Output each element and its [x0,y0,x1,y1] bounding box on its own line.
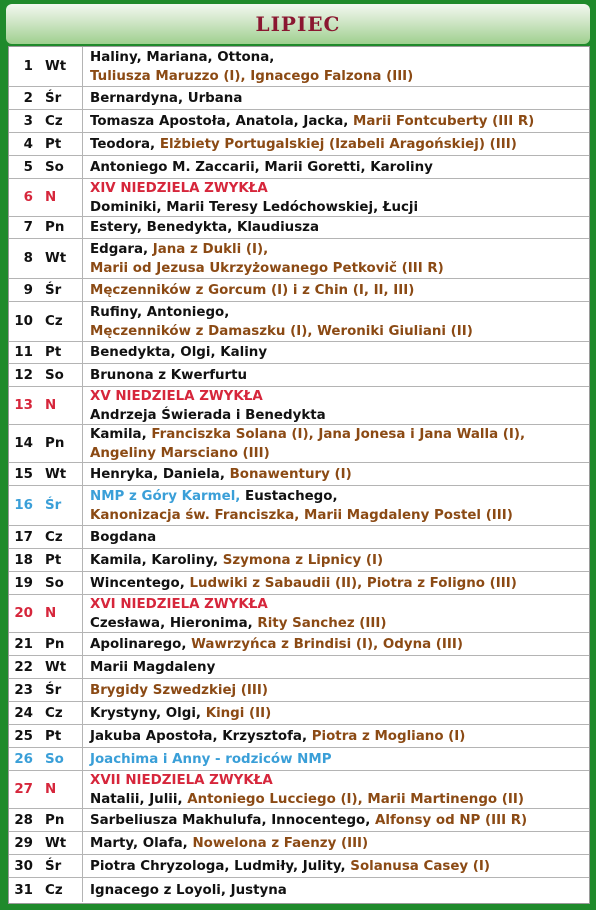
feast-label: Joachima i Anny - rodziców NMP [90,751,332,767]
name-days [83,133,589,155]
calendar-row [9,748,589,771]
name-line [90,179,589,198]
name-line [90,506,589,525]
day-of-week: Pt [37,725,83,747]
names: Czesława, Hieronima, [90,615,258,631]
name-days [83,771,589,808]
name-line [90,681,589,700]
names: Kamila, Karoliny, [90,552,223,568]
saint-names: Kanonizacja św. Franciszka, Marii Magdaleny Postel (III) [90,507,513,523]
calendar-row [9,47,589,87]
day-of-week: Śr [37,87,83,109]
name-days [83,702,589,724]
day-of-week: So [37,364,83,386]
name-days [83,302,589,341]
name-days [83,239,589,278]
day-of-week: Cz [37,110,83,132]
name-days [83,633,589,655]
calendar-row [9,239,589,279]
calendar-row [9,878,589,902]
calendar-table [8,46,590,904]
calendar-row [9,702,589,725]
day-number: 27 [14,782,33,797]
name-days [83,595,589,632]
sunday-label: XIV NIEDZIELA ZWYKŁA [90,180,268,196]
calendar-row [9,633,589,656]
names: Jakuba Apostoła, Krzysztofa, [90,728,312,744]
day-number: 12 [14,367,33,383]
day-of-week: Cz [37,878,83,902]
day-number: 18 [14,552,33,568]
day-number: 26 [14,751,33,767]
name-line [90,771,589,790]
saint-names: Franciszka Solana (I), Jana Jonesa i Jana Walla (I), [151,426,526,442]
names: Bogdana [90,529,157,545]
calendar-row [9,342,589,364]
day-of-week: Pt [37,133,83,155]
calendar-row [9,364,589,387]
day-number: 5 [23,159,33,175]
saint-names: Tuliusza Maruzzo (I), Ignacego Falzona (III) [90,68,414,84]
names: Wincentego, [90,575,190,591]
name-days [83,217,589,238]
name-line [90,551,589,570]
day-number: 23 [14,682,33,698]
calendar-row [9,595,589,633]
name-days [83,47,589,86]
name-line [90,444,589,463]
name-line [90,595,589,614]
day-of-week: N [37,387,83,424]
day-of-week: Wt [37,47,83,86]
day-of-week: N [37,595,83,632]
names: Henryka, Daniela, [90,466,230,482]
names: Piotra Chryzologa, Ludmiły, Julity, [90,858,351,874]
name-days [83,110,589,132]
sunday-label: XVII NIEDZIELA ZWYKŁA [90,772,273,788]
name-days [83,526,589,548]
name-line [90,704,589,723]
day-number: 17 [14,529,33,545]
name-days [83,725,589,747]
name-line [90,834,589,853]
saint-names: Alfonsy od NP (III R) [375,812,528,828]
day-number: 3 [23,113,33,129]
names: Marty, Olafa, [90,835,193,851]
name-days [83,855,589,877]
calendar-row [9,572,589,595]
day-of-week: Cz [37,526,83,548]
day-of-week: So [37,572,83,594]
saint-names: Solanusa Casey (I) [350,858,491,874]
name-line [90,158,589,177]
day-number: 10 [14,314,33,329]
name-line [90,465,589,484]
name-line [90,574,589,593]
names: Tomasza Apostoła, Anatola, Jacka, [90,113,354,129]
name-days [83,364,589,386]
day-of-week: Pt [37,342,83,363]
names: Ignacego z Loyoli, Justyna [90,882,287,898]
saint-names: Marii od Jezusa Ukrzyżowanego Petkovič (III R) [90,260,444,276]
month-title: LIPIEC [255,12,341,36]
day-number: 11 [14,345,33,360]
names: Haliny, Mariana, Ottona, [90,49,275,65]
name-days [83,878,589,902]
names: Marii Magdaleny [90,659,216,675]
saint-names: Nowelona z Faenzy (III) [192,835,369,851]
calendar-row [9,526,589,549]
day-number: 6 [23,190,33,205]
names: Teodora, [90,136,160,152]
day-number: 20 [14,606,33,621]
day-of-week: Wt [37,463,83,485]
name-line [90,727,589,746]
name-line [90,303,589,322]
day-number: 1 [23,59,33,74]
saint-names: Ludwiki z Sabaudii (II), Piotra z Foligno (III) [189,575,517,591]
calendar-row [9,809,589,832]
name-line [90,658,589,677]
saint-names: Kingi (II) [205,705,272,721]
day-number: 15 [14,466,33,482]
name-line [90,811,589,830]
name-line [90,281,589,300]
saint-names: Angeliny Marsciano (III) [90,445,270,461]
day-of-week: Pn [37,425,83,462]
name-line [90,67,589,86]
day-of-week: Śr [37,486,83,525]
name-days [83,279,589,301]
day-number: 2 [23,90,33,106]
calendar-row [9,217,589,239]
name-line [90,614,589,633]
day-number: 31 [14,882,33,898]
name-days [83,87,589,109]
calendar-row [9,463,589,486]
name-line [90,218,589,237]
name-line [90,857,589,876]
day-of-week: Śr [37,679,83,701]
calendar-row [9,133,589,156]
day-of-week: Cz [37,702,83,724]
calendar-row [9,832,589,855]
name-line [90,528,589,547]
name-line [90,387,589,406]
names: Edgara, [90,241,153,257]
name-days [83,748,589,770]
name-line [90,198,589,217]
saint-names: Brygidy Szwedzkiej (III) [90,682,268,698]
names: Antoniego M. Zaccarii, Marii Goretti, Karoliny [90,159,433,175]
saint-names: Elżbiety Portugalskiej (Izabeli Aragońskiej) (III) [159,136,517,152]
names: Bernardyna, Urbana [90,90,243,106]
calendar-row [9,486,589,526]
name-days [83,463,589,485]
sunday-label: XVI NIEDZIELA ZWYKŁA [90,596,268,612]
name-line [90,366,589,385]
calendar-row [9,725,589,748]
name-line [90,48,589,67]
name-line [90,406,589,425]
name-days [83,387,589,424]
saint-names: Piotra z Mogliano (I) [311,728,466,744]
calendar-row [9,302,589,342]
name-days [83,656,589,678]
day-of-week: Pn [37,217,83,238]
calendar-row [9,179,589,217]
feast-label: NMP z Góry Karmel, [90,488,246,504]
name-days [83,179,589,216]
calendar-row [9,387,589,425]
name-line [90,259,589,278]
day-number: 9 [23,282,33,298]
calendar-row [9,156,589,179]
day-of-week: Wt [37,832,83,854]
saint-names: Antoniego Lucciego (I), Marii Martinengo (II) [187,791,524,807]
day-of-week: Śr [37,279,83,301]
calendar-row [9,425,589,463]
saint-names: Męczenników z Gorcum (I) i z Chin (I, II, III) [90,282,415,298]
day-of-week: So [37,156,83,178]
day-of-week: So [37,748,83,770]
calendar-row [9,87,589,110]
name-days [83,679,589,701]
day-of-week: N [37,771,83,808]
day-of-week: Wt [37,656,83,678]
day-number: 22 [14,659,33,675]
day-number: 4 [23,136,33,152]
day-of-week: Pn [37,633,83,655]
name-days [83,549,589,571]
name-line [90,425,589,444]
calendar-row [9,855,589,878]
names: Kamila, [90,426,152,442]
name-days [83,342,589,363]
calendar-row [9,679,589,702]
saint-names: Szymona z Lipnicy (I) [222,552,384,568]
names: Brunona z Kwerfurtu [90,367,248,383]
saint-names: Jana z Dukli (I), [152,241,269,257]
month-header [6,4,590,44]
names: Andrzeja Świerada i Benedykta [90,407,326,423]
name-line [90,112,589,131]
day-number: 16 [14,498,33,513]
day-number: 30 [14,858,33,874]
calendar-row [9,656,589,679]
names: Estery, Benedykta, Klaudiusza [90,220,319,235]
day-number: 8 [23,251,33,266]
names: Benedykta, Olgi, Kaliny [90,345,268,360]
day-number: 25 [14,728,33,744]
names: Natalii, Julii, [90,791,188,807]
name-days [83,425,589,462]
name-line [90,89,589,108]
name-days [83,486,589,525]
name-line [90,635,589,654]
day-of-week: Cz [37,302,83,341]
sunday-label: XV NIEDZIELA ZWYKŁA [90,388,263,404]
saint-names: Marii Fontcuberty (III R) [353,113,535,129]
day-number: 7 [23,220,33,235]
name-days [83,832,589,854]
saint-names: Męczenników z Damaszku (I), Weroniki Giuliani (II) [90,323,473,339]
saint-names: Wawrzyńca z Brindisi (I), Odyna (III) [191,636,463,652]
saint-names: Bonawentury (I) [229,466,352,482]
calendar-row [9,110,589,133]
calendar-row [9,279,589,302]
names: Rufiny, Antoniego, [90,304,230,320]
name-line [90,790,589,809]
day-number: 28 [14,812,33,828]
name-days [83,156,589,178]
day-number: 29 [14,835,33,851]
day-number: 14 [14,436,33,451]
name-days [83,809,589,831]
name-line [90,240,589,259]
calendar-row [9,771,589,809]
saint-names: Rity Sanchez (III) [257,615,387,631]
day-of-week: Wt [37,239,83,278]
names: Apolinarego, [90,636,192,652]
name-line [90,881,589,900]
calendar-row [9,549,589,572]
names: Eustachego, [245,488,338,504]
day-of-week: Śr [37,855,83,877]
name-line [90,487,589,506]
name-line [90,750,589,769]
day-number: 13 [14,398,33,413]
name-line [90,135,589,154]
day-number: 21 [14,636,33,652]
names: Dominiki, Marii Teresy Ledóchowskiej, Łucji [90,199,419,215]
day-number: 19 [14,575,33,591]
day-of-week: Pn [37,809,83,831]
day-of-week: Pt [37,549,83,571]
names: Sarbeliusza Makhulufa, Innocentego, [90,812,376,828]
name-line [90,343,589,362]
name-line [90,322,589,341]
names: Krystyny, Olgi, [90,705,206,721]
day-of-week: N [37,179,83,216]
name-days [83,572,589,594]
day-number: 24 [14,705,33,721]
